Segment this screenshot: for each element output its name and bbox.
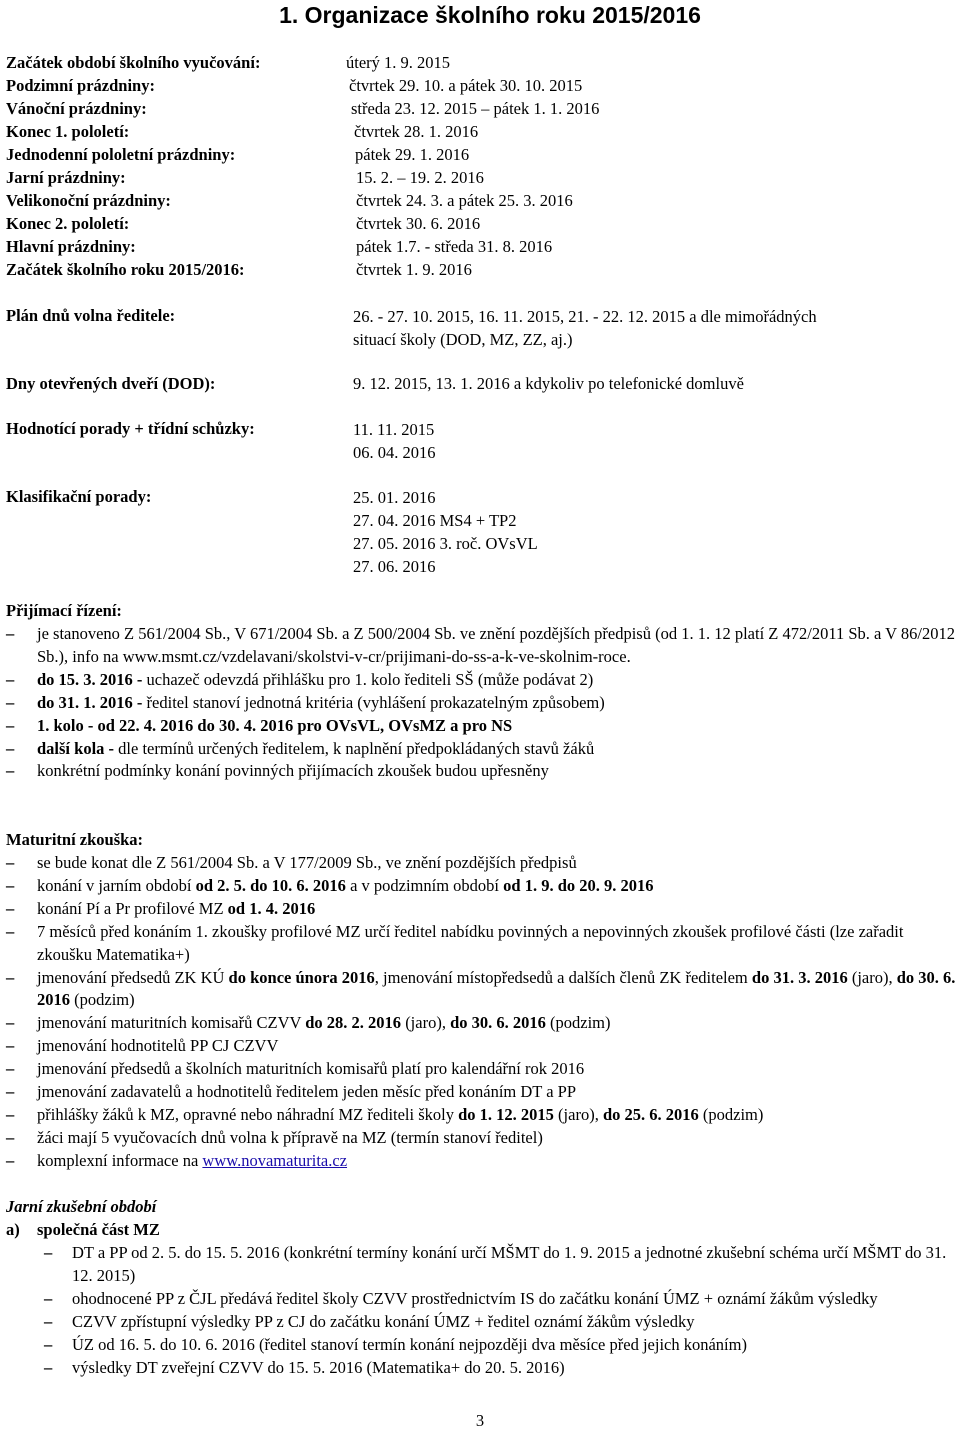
- item-bold: další kola -: [37, 738, 115, 758]
- item-bold: do 31. 3. 2016: [751, 967, 848, 987]
- item-text: (podzim): [698, 1104, 764, 1124]
- item-text: ohodnocené PP z ČJL předává ředitel školy CZVV prostřednictvím IS do začátku konání ÚMZ + oznámí žákům výsledky: [72, 1288, 878, 1308]
- schedule-label: Jednodenní pololetní prázdniny:: [6, 145, 236, 164]
- list-item: [6, 1150, 958, 1173]
- prijimaci-heading: Přijímací řízení:: [6, 601, 122, 620]
- list-item: [44, 1357, 958, 1380]
- item-text: konání Pí a Pr profilové MZ: [37, 898, 228, 918]
- jarni-sub-marker: a): [6, 1220, 20, 1239]
- jarni-sub-title: společná část MZ: [37, 1220, 160, 1239]
- list-item: [6, 852, 958, 875]
- schedule-value: čtvrtek 1. 9. 2016: [356, 260, 472, 279]
- item-bold: do 30. 6. 2016: [37, 967, 956, 1010]
- item-text: komplexní informace na: [37, 1150, 203, 1170]
- item-text: (jaro),: [553, 1104, 603, 1124]
- list-item: [6, 669, 958, 692]
- item-text: (podzim): [545, 1013, 611, 1033]
- item-text: jmenování zadavatelů a hodnotitelů ředitelem jeden měsíc před konáním DT a PP: [37, 1082, 576, 1102]
- item-bold: od 1. 9. do 20. 9. 2016: [503, 875, 654, 895]
- dod-value: 9. 12. 2015, 13. 1. 2016 a kdykoliv po telefonické domluvě: [353, 374, 744, 393]
- item-bold: do 28. 2. 2016: [305, 1013, 402, 1033]
- item-text: konání v jarním období: [37, 875, 196, 895]
- item-bold: do 15. 3. 2016 -: [37, 669, 143, 689]
- schedule-value: čtvrtek 30. 6. 2016: [356, 214, 481, 233]
- schedule-value: 15. 2. – 19. 2. 2016: [356, 168, 484, 187]
- item-text: se bude konat dle Z 561/2004 Sb. a V 177/2009 Sb., ve znění pozdějších předpisů: [37, 853, 577, 872]
- item-bold: do 31. 1. 2016 -: [37, 692, 143, 712]
- porady-line: 06. 04. 2016: [353, 443, 436, 462]
- item-text: výsledky DT zveřejní CZVV do 15. 5. 2016 (Matematika+ do 20. 5. 2016): [72, 1357, 565, 1377]
- list-item: [6, 875, 958, 898]
- schedule-label: Konec 2. pololetí:: [6, 214, 130, 233]
- maturitni-heading: Maturitní zkouška:: [6, 830, 144, 849]
- schedule-value: čtvrtek 29. 10. a pátek 30. 10. 2015: [349, 76, 583, 95]
- item-text: , jmenování místopředsedů a dalších členů ZK ředitelem: [374, 967, 752, 987]
- porady-label: Hodnotící porady + třídní schůzky:: [6, 419, 255, 438]
- list-item: [6, 967, 958, 1013]
- klasifikacni-line: 27. 06. 2016: [353, 557, 436, 576]
- list-item: [6, 1012, 958, 1035]
- list-item: [6, 1104, 958, 1127]
- prijimaci-list: [6, 623, 958, 783]
- list-item: [6, 1127, 958, 1150]
- item-bold: od 2. 5. do 10. 6. 2016: [195, 875, 346, 895]
- porady-value: [353, 418, 436, 464]
- item-bold: 1. kolo - od 22. 4. 2016 do 30. 4. 2016 pro OVsVL, OVsMZ a pro NS: [37, 715, 513, 735]
- dod-label: Dny otevřených dveří (DOD):: [6, 374, 216, 393]
- item-bold: do konce února 2016: [228, 967, 375, 987]
- schedule-label: Hlavní prázdniny:: [6, 237, 136, 256]
- list-item: [44, 1334, 958, 1357]
- list-item: [44, 1311, 958, 1334]
- list-item: [6, 738, 958, 761]
- item-text: a v podzimním období: [345, 875, 504, 895]
- plan-value: [353, 305, 817, 351]
- klasifikacni-label: Klasifikační porady:: [6, 487, 152, 506]
- jarni-heading: Jarní zkušební období: [6, 1197, 157, 1216]
- item-text: konkrétní podmínky konání povinných přijímacích zkoušek budou upřesněny: [37, 761, 549, 781]
- page-number: 3: [475, 1411, 485, 1430]
- item-text: (jaro),: [847, 967, 897, 987]
- list-item: [6, 1058, 958, 1081]
- item-text: CZVV zpřístupní výsledky PP z CJ do začátku konání ÚMZ + ředitel oznámí žákům výsledky: [72, 1311, 695, 1331]
- item-text: ředitel stanoví jednotná kritéria (vyhlášení prokazatelným způsobem): [142, 692, 605, 712]
- list-item: [44, 1288, 958, 1311]
- schedule-value: pátek 1.7. - středa 31. 8. 2016: [356, 237, 553, 256]
- item-text: žáci mají 5 vyučovacích dnů volna k přípravě na MZ (termín stanoví ředitel): [37, 1127, 543, 1147]
- list-item: [6, 1081, 958, 1104]
- schedule-label: Podzimní prázdniny:: [6, 76, 155, 95]
- jarni-list: [44, 1242, 958, 1379]
- item-bold: od 1. 4. 2016: [227, 898, 316, 918]
- item-text: přihlášky žáků k MZ, opravné nebo náhradní MZ řediteli školy: [37, 1104, 459, 1124]
- list-item: [6, 1035, 958, 1058]
- list-item: [6, 921, 958, 967]
- item-text: jmenování maturitních komisařů CZVV: [37, 1013, 306, 1033]
- klasifikacni-line: 27. 05. 2016 3. roč. OVsVL: [353, 534, 538, 553]
- list-item: [6, 623, 958, 669]
- schedule-label: Začátek období školního vyučování:: [6, 53, 261, 72]
- schedule-value: pátek 29. 1. 2016: [355, 145, 470, 164]
- list-item: [6, 760, 958, 783]
- page-title: 1. Organizace školního roku 2015/2016: [279, 2, 701, 28]
- item-bold: do 30. 6. 2016: [450, 1013, 546, 1033]
- schedule-label: Začátek školního roku 2015/2016:: [6, 260, 245, 279]
- item-text: ÚZ od 16. 5. do 10. 6. 2016 (ředitel stanoví termín konání nejpozději dva měsíce před jejich konáním): [72, 1334, 747, 1354]
- item-text: je stanoveno Z 561/2004 Sb., V 671/2004 Sb. a Z 500/2004 Sb. ve znění pozdějších předpisů (od 1. 1. 12 platí Z 472/2011 Sb. a V 86/2012 Sb.), info na www.msmt.cz/vzdelavani/skolstvi-v-cr/prijimani-do-ss-a-k-ve-skolnim-roce.: [37, 624, 955, 666]
- list-item: [6, 715, 958, 738]
- maturitni-list: [6, 852, 958, 1173]
- list-item: [6, 692, 958, 715]
- porady-line: 11. 11. 2015: [353, 420, 435, 439]
- schedule-value: čtvrtek 24. 3. a pátek 25. 3. 2016: [356, 191, 573, 210]
- plan-line: 26. - 27. 10. 2015, 16. 11. 2015, 21. - 22. 12. 2015 a dle mimořádných: [353, 307, 817, 326]
- schedule-label: Vánoční prázdniny:: [6, 99, 147, 118]
- schedule-label: Jarní prázdniny:: [6, 168, 126, 187]
- item-text: jmenování předsedů ZK KÚ: [37, 967, 229, 987]
- item-text: DT a PP od 2. 5. do 15. 5. 2016 (konkrétní termíny konání určí MŠMT do 1. 9. 2015 a jednotné zkušební schéma určí MŠMT do 31. 12. 2015): [72, 1243, 947, 1285]
- item-text: uchazeč odevzdá přihlášku pro 1. kolo řediteli SŠ (může podávat 2): [142, 669, 594, 689]
- item-bold: do 1. 12. 2015: [458, 1104, 554, 1124]
- list-item: [6, 898, 958, 921]
- klasifikacni-line: 25. 01. 2016: [353, 488, 436, 507]
- schedule-label: Velikonoční prázdniny:: [6, 191, 171, 210]
- klasifikacni-line: 27. 04. 2016 MS4 + TP2: [353, 511, 517, 530]
- plan-line: situací školy (DOD, MZ, ZZ, aj.): [353, 330, 573, 349]
- item-text: 7 měsíců před konáním 1. zkoušky profilové MZ určí ředitel nabídku povinných a nepovinných zkoušek profilové části (lze zařadit zkoušku Matematika+): [37, 921, 904, 964]
- item-text: jmenování hodnotitelů PP CJ CZVV: [37, 1036, 279, 1056]
- item-text: dle termínů určených ředitelem, k naplnění předpokládaných stavů žáků: [114, 738, 595, 758]
- klasifikacni-value: [353, 486, 538, 578]
- list-item: [44, 1242, 958, 1288]
- schedule-value: středa 23. 12. 2015 – pátek 1. 1. 2016: [351, 99, 600, 118]
- item-text: (jaro),: [401, 1013, 451, 1033]
- schedule-value: úterý 1. 9. 2015: [346, 53, 451, 72]
- item-bold: do 25. 6. 2016: [602, 1104, 699, 1124]
- schedule-value: čtvrtek 28. 1. 2016: [354, 122, 479, 141]
- novamaturita-link[interactable]: www.novamaturita.cz: [202, 1150, 348, 1170]
- plan-label: Plán dnů volna ředitele:: [6, 306, 176, 325]
- schedule-label: Konec 1. pololetí:: [6, 122, 130, 141]
- item-text: jmenování předsedů a školních maturitních komisařů platí pro kalendářní rok 2016: [37, 1059, 585, 1079]
- item-text: (podzim): [70, 990, 135, 1010]
